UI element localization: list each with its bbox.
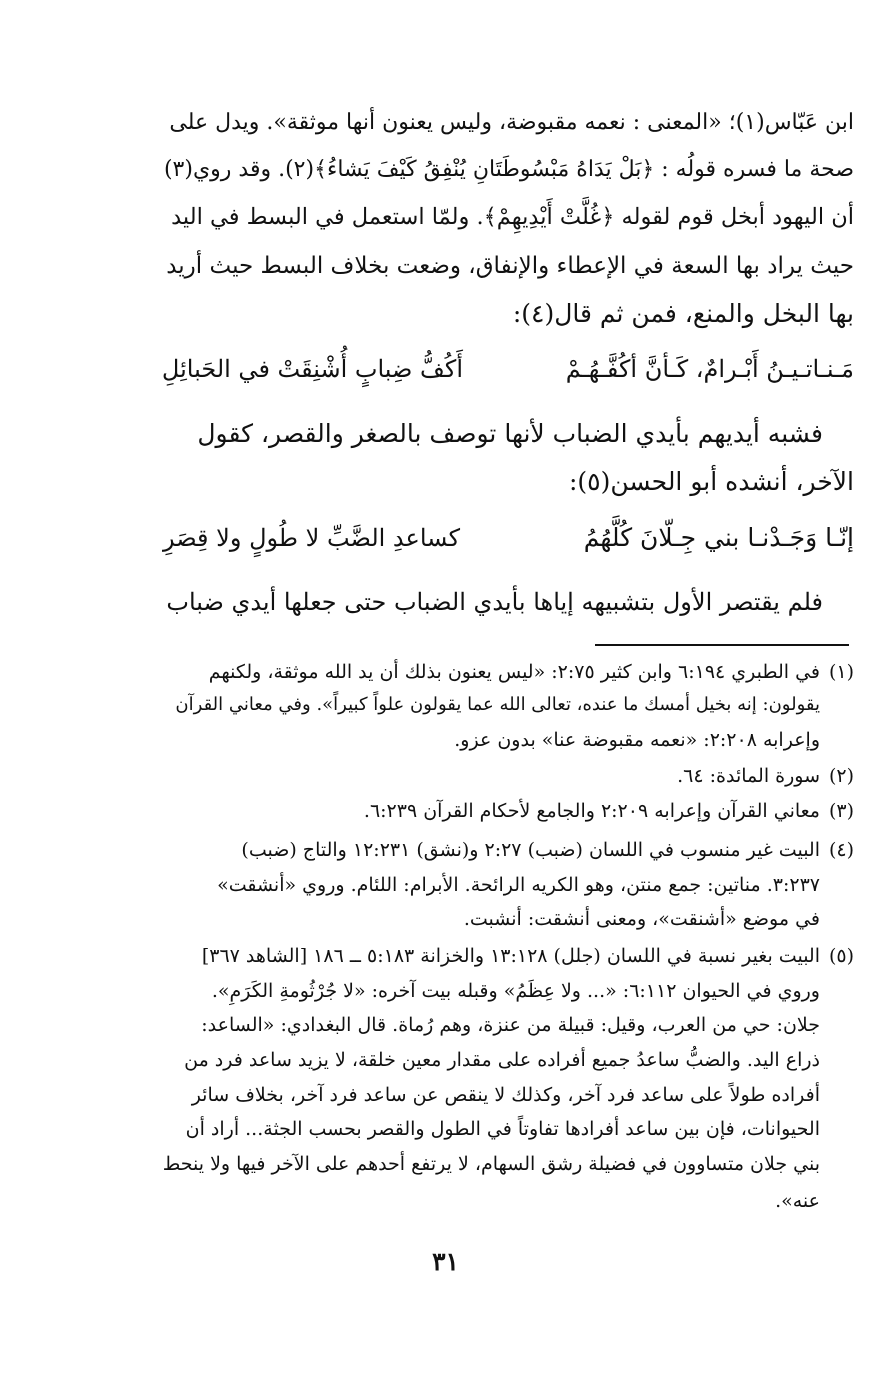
footnote-5-line-3: جلان: حي من العرب، وقيل: قبيلة من عنزة، وهم رُماة. قال البغدادي: «الساعد: <box>201 1014 820 1036</box>
footnote-5-number: (٥) <box>828 945 854 967</box>
main-line-4: حيث يراد بها السعة في الإعطاء والإنفاق، وضعت بخلاف البسط حيث أريد <box>166 253 854 279</box>
footnote-2-number: (٢) <box>828 765 854 787</box>
verse1-first-hemistich: مَـنـاتـيـنُ أَبْـرامٌ، كَـأنَّ أكُفَّـهُـمْ <box>565 355 854 383</box>
footnote-5-line-5: أفراده طولاً على ساعد فرد آخر، وكذلك لا ينقص عن ساعد فرد آخر، بخلاف سائر <box>191 1084 820 1106</box>
main-line-8: فلم يقتصر الأول بتشبيهه إياها بأيدي الضباب حتى جعلها أيدي ضباب <box>166 588 823 616</box>
footnote-3-line-1: معاني القرآن وإعرابه ٢:٢٠٩ والجامع لأحكام القرآن ٦:٢٣٩. <box>363 800 820 822</box>
verse1-second-hemistich: أَكُفُّ ضِبابٍ أُشْنِقَتْ في الحَبائِلِ <box>161 355 463 383</box>
footnote-4-number: (٤) <box>828 839 854 861</box>
footnote-5-line-4: ذراع اليد. والضبُّ ساعدُ جميع أفراده على مقدار معين خلقة، لا يزيد ساعد فرد من <box>184 1049 820 1071</box>
main-line-1: ابن عَبّاس(١)؛ «المعنى : نعمه مقبوضة، وليس يعنون أنها موثقة». ويدل على <box>169 110 854 135</box>
footnote-1-number: (١) <box>828 661 854 683</box>
footnote-4-line-3: في موضع «أشنقت»، ومعنى أنشقت: أنشبت. <box>463 908 820 930</box>
main-line-6: فشبه أيديهم بأيدي الضباب لأنها توصف بالصغر والقصر، كقول <box>197 419 823 448</box>
footnote-3-number: (٣) <box>828 800 854 822</box>
main-line-3: أن اليهود أبخل قوم لقوله ﴿غُلَّتْ أَيْدِيهِمْ﴾. ولمّا استعمل في البسط في اليد <box>171 204 854 230</box>
footnote-4-line-1: البيت غير منسوب في اللسان (ضبب) ٢:٢٧ و(نشق) ١٢:٢٣١ والتاج (ضبب) <box>241 839 820 861</box>
footnote-5-line-7: بني جلان متساوون في فضيلة رشق السهام، لا يرتفع أحدهم على الآخر فيها ولا ينحط <box>162 1153 820 1175</box>
verse2-first-hemistich: إنّـا وَجَـدْنـا بني جِـلّانَ كُلَّهُمُ <box>583 523 854 552</box>
verse2-second-hemistich: كساعدِ الضَّبِّ لا طُولٍ ولا قِصَرِ <box>163 524 460 552</box>
footnote-5-line-2: وروي في الحيوان ٦:١١٢: «... ولا عِظَمُ» وقبله بيت آخره: «لا جُرْثُومةِ الكَرَمِ». <box>211 980 820 1002</box>
footnote-1-line-3: وإعرابه ٢:٢٠٨: «نعمه مقبوضة عنا» بدون عزو. <box>454 729 820 751</box>
page-number: ٣١ <box>432 1247 459 1276</box>
footnote-1-line-2: يقولون: إنه بخيل أمسك ما عنده، تعالى الله عما يقولون علواً كبيراً». وفي معاني القرآن <box>175 694 820 715</box>
footnote-5-line-6: الحيوانات، فإن بين ساعد أفرادها تفاوتاً في الطول والقصر بحسب الجثة... أراد أن <box>185 1118 820 1140</box>
footnote-separator <box>595 644 849 646</box>
footnote-4-line-2: ٣:٢٣٧. مناتين: جمع منتن، وهو الكريه الرائحة. الأبرام: اللئام. وروي «أنشقت» <box>217 874 820 896</box>
main-line-7: الآخر، أنشده أبو الحسن(٥): <box>568 467 854 496</box>
footnote-5-line-1: البيت بغير نسبة في اللسان (جلل) ١٣:١٢٨ والخزانة ٥:١٨٣ ــ ١٨٦ [الشاهد ٣٦٧] <box>201 945 820 967</box>
footnote-5-line-8: عنه». <box>775 1190 820 1212</box>
footnote-2-line-1: سورة المائدة: ٦٤. <box>677 765 820 787</box>
footnote-1-line-1: في الطبري ٦:١٩٤ وابن كثير ٢:٧٥: «ليس يعنون بذلك أن يد الله موثقة، ولكنهم <box>208 661 820 683</box>
main-line-5: بها البخل والمنع، فمن ثم قال(٤): <box>512 299 854 328</box>
main-line-2: صحة ما فسره قولُه : ﴿بَلْ يَدَاهُ مَبْسُوطَتَانِ يُنْفِقُ كَيْفَ يَشاءُ﴾(٢). وقد روي(٣) <box>163 157 854 182</box>
